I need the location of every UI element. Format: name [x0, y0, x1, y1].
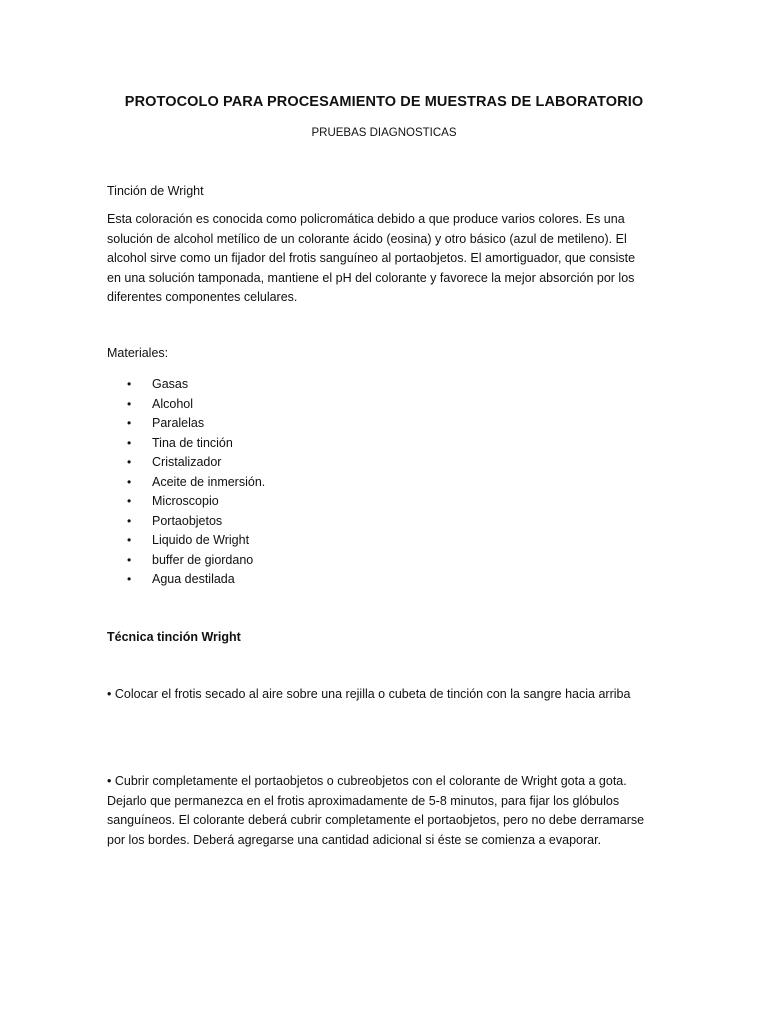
- materiales-list: [107, 375, 507, 590]
- list-item-text: Paralelas: [152, 416, 205, 430]
- list-item: [107, 375, 507, 395]
- tecnica-heading: Técnica tinción Wright: [107, 630, 241, 644]
- list-item: [107, 473, 507, 493]
- wright-heading: Tinción de Wright: [107, 184, 204, 198]
- list-item: [107, 492, 507, 512]
- bullet-icon: •: [127, 377, 132, 391]
- list-item-text: Tina de tinción: [152, 435, 233, 450]
- bullet-icon: •: [127, 455, 132, 469]
- paragraph-line: en una solución tamponada, mantiene el pH del colorante y favorece la mejor absorción por los: [107, 270, 635, 285]
- list-item: [107, 551, 507, 571]
- paragraph-line: sanguíneos. El colorante deberá cubrir completamente el portaobjetos, pero no debe derramarse: [107, 813, 645, 827]
- list-item-text: Microscopio: [152, 494, 219, 508]
- bullet-icon: •: [127, 572, 132, 586]
- bullet-icon: •: [127, 494, 132, 508]
- list-item-text: buffer de giordano: [152, 552, 254, 567]
- bullet-icon: •: [127, 396, 132, 411]
- paragraph-line: diferentes componentes celulares.: [107, 290, 298, 304]
- bullet-icon: •: [127, 533, 132, 547]
- list-item-text: Liquido de Wright: [152, 533, 250, 547]
- paragraph-line: alcohol sirve como un fijador del frotis sanguíneo al portaobjetos. El amortiguador, que consiste: [107, 251, 636, 265]
- list-item-text: Aceite de inmersión.: [152, 474, 266, 489]
- paragraph-line: solución de alcohol metílico de un colorante ácido (eosina) y otro básico (azul de metileno). El: [107, 231, 627, 246]
- bullet-icon: •: [127, 552, 132, 567]
- list-item: [107, 570, 507, 590]
- paragraph-line: Esta coloración es conocida como policromática debido a que produce varios colores. Es una: [107, 212, 625, 226]
- bullet-icon: •: [127, 474, 132, 489]
- list-item-text: Cristalizador: [152, 455, 222, 469]
- paragraph-line: • Colocar el frotis secado al aire sobre una rejilla o cubeta de tinción con la sangre hacia arriba: [107, 687, 631, 701]
- list-item: [107, 512, 507, 532]
- paragraph-line: • Cubrir completamente el portaobjetos o cubreobjetos con el colorante de Wright gota a gota.: [107, 774, 627, 788]
- list-item-text: Gasas: [152, 377, 189, 391]
- materiales-heading: Materiales:: [107, 346, 169, 360]
- document-title: PROTOCOLO PARA PROCESAMIENTO DE MUESTRAS DE LABORATORIO: [124, 94, 644, 110]
- paragraph-line: por los bordes. Deberá agregarse una cantidad adicional si éste se comienza a evaporar.: [107, 832, 602, 847]
- paragraph-line: Dejarlo que permanezca en el frotis aproximadamente de 5-8 minutos, para fijar los glóbulos: [107, 793, 620, 808]
- tecnica-step-2: [107, 772, 663, 850]
- bullet-icon: •: [127, 416, 132, 430]
- list-item: [107, 453, 507, 473]
- document-subtitle: PRUEBAS DIAGNOSTICAS: [311, 127, 457, 139]
- bullet-icon: •: [127, 435, 132, 450]
- list-item-text: Portaobjetos: [152, 513, 223, 528]
- list-item: [107, 395, 507, 415]
- list-item-text: Alcohol: [152, 396, 193, 411]
- list-item: [107, 531, 507, 551]
- wright-description: [107, 210, 663, 308]
- list-item: [107, 434, 507, 454]
- tecnica-step-1: [107, 685, 663, 705]
- list-item: [107, 414, 507, 434]
- list-item-text: Agua destilada: [152, 572, 235, 586]
- bullet-icon: •: [127, 513, 132, 528]
